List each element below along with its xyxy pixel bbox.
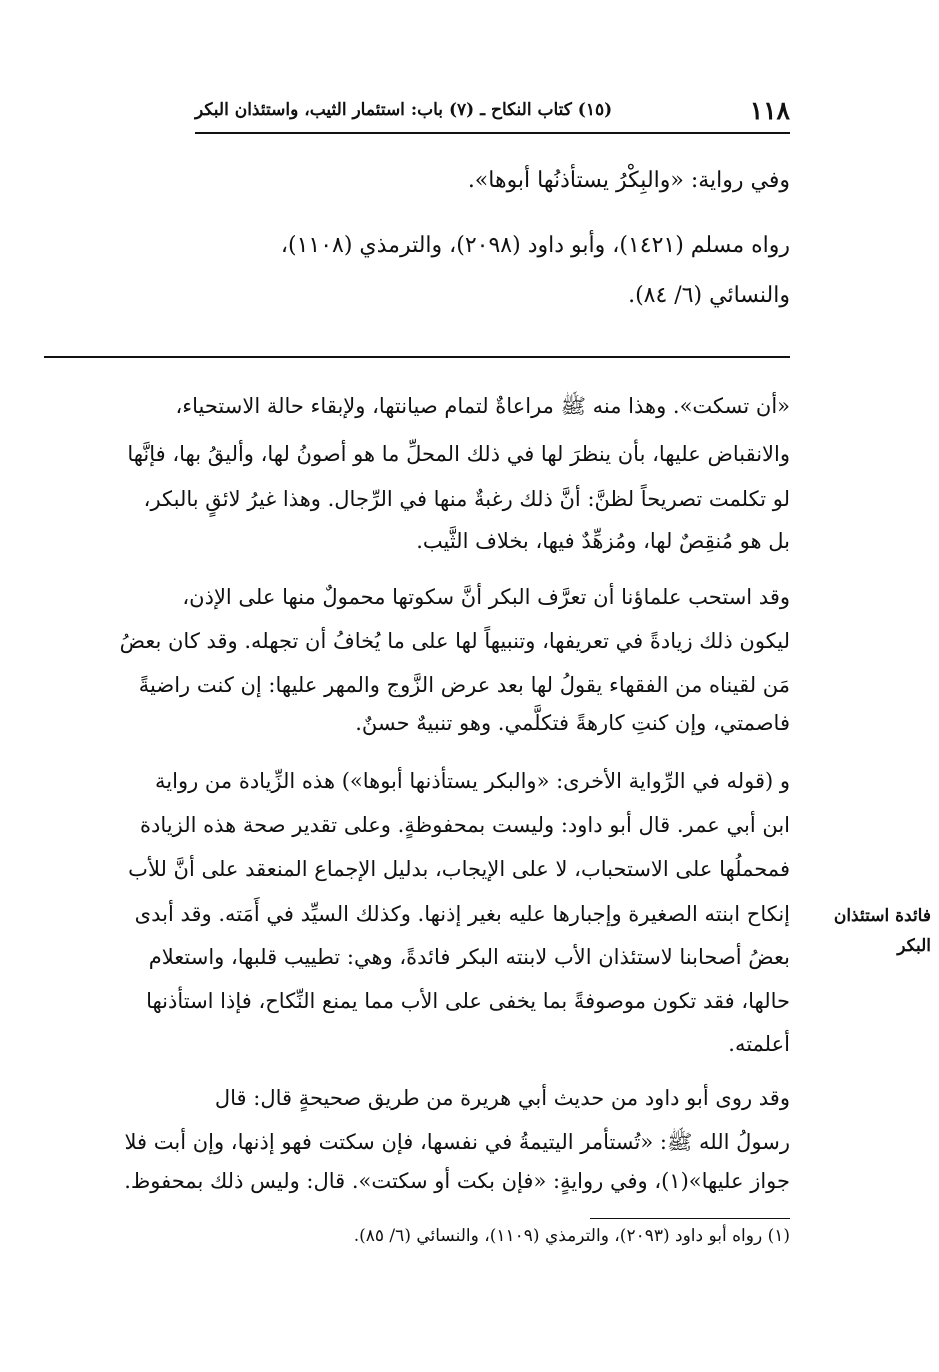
commentary-line: جواز عليها»(١)، وفي روايةٍ: «فإن بكت أو سكتت». قال: وليس ذلك بمحفوظ. (124, 1169, 790, 1193)
commentary-line: وقد روى أبو داود من حديث أبي هريرة من طريق صحيحةٍ قال: قال (214, 1086, 790, 1110)
running-title: (١٥) كتاب النكاح ـ (٧) باب: استئمار الثيب، واستئذان البكر (195, 100, 613, 120)
margin-note-line: البكر (897, 936, 931, 956)
commentary-line: بل هو مُنقِصٌ لها، ومُزهِّدٌ فيها، بخلاف الثَّيب. (416, 529, 790, 553)
hadith-line: رواه مسلم (١٤٢١)، وأبو داود (٢٠٩٨)، والترمذي (١١٠٨)، (280, 233, 790, 258)
margin-note-line: فائدة استئذان (833, 906, 931, 926)
commentary-line: وقد استحب علماؤنا أن تعرَّف البكر أنَّ سكوتها محمولٌ منها على الإذن، (182, 585, 790, 609)
commentary-line: حالها، فقد تكون موصوفةً بما يخفى على الأب مما يمنع النِّكاح، فإذا استأذنها (146, 989, 790, 1013)
commentary-line: «أن تسكت». وهذا منه ﷺ مراعاةٌ لتمام صيانتها، ولإبقاء حالة الاستحياء، (175, 394, 790, 418)
hadith-line: والنسائي (٦/ ٨٤). (628, 283, 790, 308)
section-divider (44, 356, 790, 358)
hadith-line: وفي رواية: «والبِكْرُ يستأذنُها أبوها». (467, 168, 790, 193)
commentary-line: و (قوله في الرِّواية الأخرى: «والبكر يستأذنها أبوها») هذه الزِّيادة من رواية (155, 769, 790, 793)
commentary-line: إنكاح ابنته الصغيرة وإجبارها عليه بغير إذنها. وكذلك السيِّد في أَمَته. وقد أبدى (134, 902, 790, 926)
commentary-line: لو تكلمت تصريحاً لظنَّ: أنَّ ذلك رغبةٌ منها في الرِّجال. وهذا غيرُ لائقٍ بالبكر، (143, 487, 790, 511)
commentary-line: ابن أبي عمر. قال أبو داود: وليست بمحفوظةٍ. وعلى تقدير صحة هذه الزيادة (140, 813, 790, 837)
commentary-line: والانقباض عليها، بأن ينظرَ لها في ذلك المحلِّ ما هو أصونُ لها، وأليقُ بها، فإنَّها (127, 442, 790, 466)
commentary-line: مَن لقيناه من الفقهاء يقولُ لها بعد عرض الزَّوج والمهر عليها: إن كنت راضيةً (138, 673, 790, 697)
commentary-line: رسولُ الله ﷺ: «تُستأمر اليتيمةُ في نفسها، فإن سكتت فهو إذنها، وإن أبت فلا (124, 1130, 790, 1154)
commentary-line: بعضُ أصحابنا لاستئذان الأب لابنته البكر فائدةً، وهي: تطييب قلبها، واستعلام (148, 945, 790, 969)
page-header (195, 96, 790, 132)
footnote: (١) رواه أبو داود (٢٠٩٣)، والترمذي (١١٠٩)، والنسائي (٦/ ٨٥). (353, 1226, 790, 1246)
commentary-line: أعلمته. (728, 1032, 790, 1056)
commentary-line: فمحملُها على الاستحباب، لا على الإيجاب، بدليل الإجماع المنعقد على أنَّ للأب (128, 857, 790, 881)
page-number: ١١٨ (749, 96, 790, 125)
header-rule (195, 132, 790, 134)
footnote-rule (590, 1218, 790, 1219)
commentary-line: ليكون ذلك زيادةً في تعريفها، وتنبيهاً لها على ما يُخافُ أن تجهله. وقد كان بعضُ (119, 629, 790, 653)
commentary-line: فاصمتي، وإن كنتِ كارهةً فتكلَّمي. وهو تنبيهٌ حسنٌ. (355, 711, 790, 735)
